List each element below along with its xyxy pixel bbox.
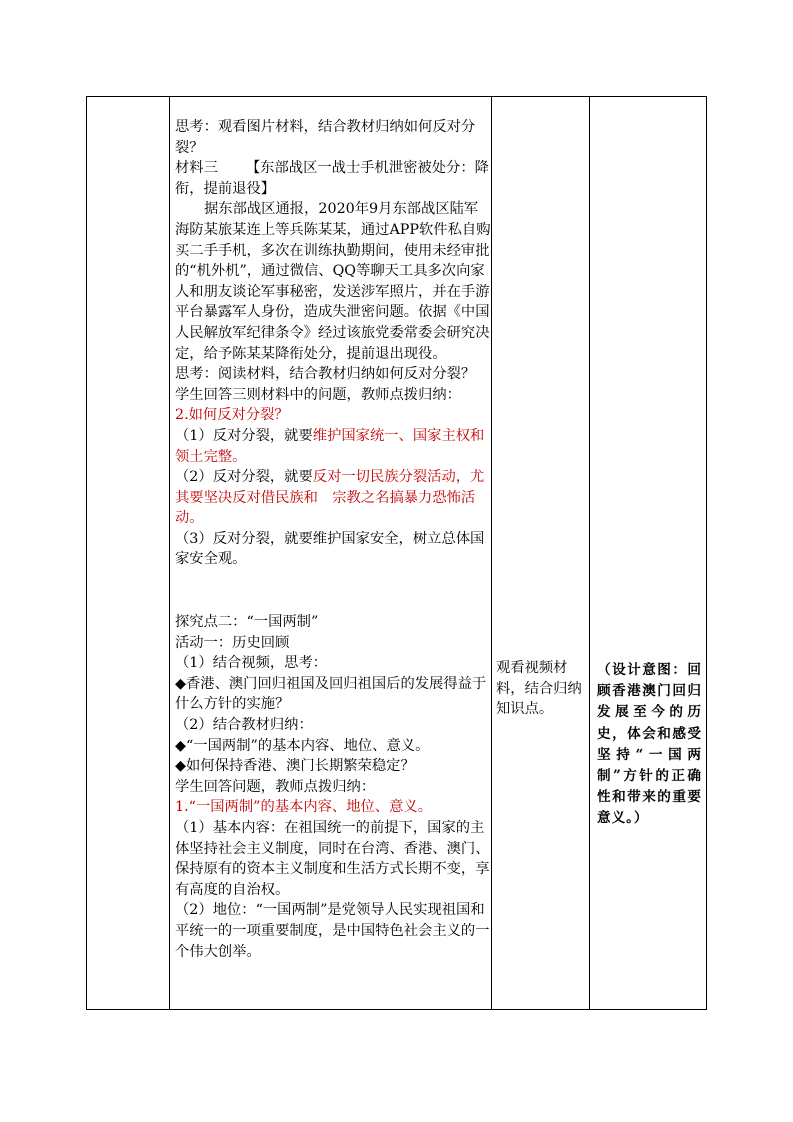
point-2-prefix: （2）反对分裂，就要 [175,469,313,486]
think-question-1: 思考：观看图片材料，结合教材归纳如何反对分裂？ [175,119,476,156]
column-divider [491,97,492,1009]
teaching-process-cell [169,97,491,1009]
column-divider [589,97,590,1009]
point-2 [169,467,491,529]
design-intent: （设计意图：回顾香港澳门回归发展至今的历史，体会和感受坚持“一国两制”方针的正确性和带来的重要意义。） [597,662,702,827]
heading-oppose-separatism: 2.如何反对分裂？ [175,407,289,424]
point-1-key: 维护国家统一、国家主权和领土完整。 [175,427,485,465]
student-activity-cell [491,658,589,720]
point-1 [169,426,491,467]
material-3-title: 【东部战区一战士手机泄密被处分：降衔，提前退役】 [175,160,489,197]
material-3-body: 据东部战区通报，2020年9月东部战区陆军海防某旅某连上等兵陈某某，通过APP软件私自购买二手手机，多次在训练执勤期间，使用未经审批的“机外机”，通过微信、QQ等聊天工具多次向家人和朋友谈论军事秘密，发送涉军照片，并在手游平台暴露军人身份，造成失泄密问题。依据《中国人民解放军纪律条令》经过该旅党委常委会研究决定，给予陈某某降衔处分，提前退出现役。 [175,201,491,362]
material-3 [169,158,491,199]
question-1-item: ◆香港、澳门回归祖国及回归祖国后的发展得益于什么方针的实施？ [175,675,487,713]
question-1: （1）结合视频，思考： [175,655,328,672]
question-2: （2）结合教材归纳： [175,717,313,734]
point-1-prefix: （1）反对分裂，就要 [175,427,313,444]
material-3-label: 材料三 [175,160,218,177]
basic-content: （1）基本内容：在祖国统一的前提下，国家的主体坚持社会主义制度，同时在台湾、香港、澳门、保持原有的资本主义制度和生活方式长期不变，享有高度的自治权。 [175,820,490,898]
design-intent-cell [589,660,708,830]
think-question-2: 思考：阅读材料，结合教材归纳如何反对分裂？ [175,366,476,383]
point-2-key: 反对一切民族分裂活动，尤其要坚决反对借民族和 宗教之名搞暴力恐怖活动。 [175,469,485,527]
status: （2）地位：“一国两制”是党领导人民实现祖国和平统一的一项重要制度，是中国特色社会主义的一个伟大创举。 [175,902,490,960]
question-2-item-2: ◆如何保持香港、澳门长期繁荣稳定？ [175,758,415,775]
student-activity: 观看视频材料，结合归纳知识点。 [496,660,582,718]
answer-intro-2: 学生回答问题，教师点拨归纳： [175,778,376,795]
activity-1: 活动一：历史回顾 [175,634,290,651]
point-3: （3）反对分裂，就要维护国家安全，树立总体国家安全观。 [175,530,485,568]
inquiry-point-2-title: 探究点二：“一国两制” [175,614,319,631]
lesson-table [86,96,707,1010]
question-2-item-1: ◆“一国两制”的基本内容、地位、意义。 [175,737,430,754]
heading-one-country-two-systems: 1.“一国两制”的基本内容、地位、意义。 [175,799,433,816]
answer-intro: 学生回答三则材料中的问题，教师点拨归纳： [175,386,461,403]
